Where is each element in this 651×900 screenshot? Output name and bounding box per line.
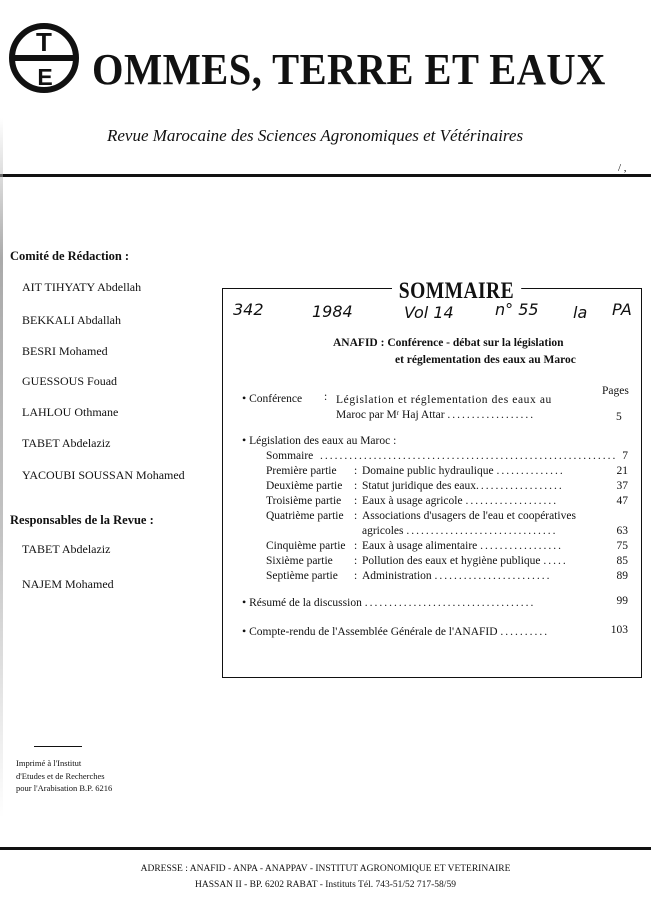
bullet-icon: • — [242, 433, 247, 447]
scan-edge-shadow — [0, 118, 3, 818]
conference-line1: Législation et réglementation des eaux au — [336, 394, 552, 406]
toc-row: Sixième partie : Pollution des eaux et hygiène publique ..... 85 — [266, 555, 628, 567]
row-page: 85 — [616, 555, 628, 567]
row-label: Sixième partie — [266, 555, 333, 567]
toc-row: Deuxième partie : Statut juridique des eaux.................. 37 — [266, 480, 628, 492]
row-colon: : — [354, 510, 358, 522]
row-text: agricoles — [362, 525, 404, 537]
row-label: Sommaire — [266, 450, 314, 462]
handwritten-note: la — [573, 303, 588, 322]
footer-rule — [0, 847, 651, 850]
toc-row: Première partie : Domaine public hydraulique .............. 21 — [266, 465, 628, 477]
compte-rendu-label: Compte-rendu de l'Assemblée Générale de l'ANAFID — [249, 626, 498, 638]
pages-header: Pages — [602, 385, 629, 397]
row-page: 21 — [616, 465, 628, 477]
toc-entry-conference — [242, 391, 302, 406]
committee-member: TABET Abdelaziz — [22, 436, 111, 450]
row-colon: : — [354, 570, 358, 582]
toc-row-sommaire: Sommaire ............................................................. 7 — [266, 450, 628, 462]
conference-colon: : — [324, 391, 328, 403]
row-page: 37 — [616, 480, 628, 492]
row-text: Associations d'usagers de l'eau et coopératives — [362, 510, 576, 522]
legislation-heading — [242, 433, 396, 448]
row-page: 47 — [616, 495, 628, 507]
row-text: Domaine public hydraulique — [362, 465, 494, 477]
imprint-line2: d'Etudes et de Recherches — [16, 770, 105, 781]
row-label: Deuxième partie — [266, 480, 343, 492]
handwritten-note: 342 — [233, 300, 264, 319]
handwritten-note: Vol 14 — [404, 303, 454, 322]
committee-member: YACOUBI SOUSSAN Mohamed — [22, 468, 185, 482]
committee-member: BEKKALI Abdallah — [22, 313, 121, 327]
row-page: 63 — [616, 525, 628, 537]
sommaire-title: SOMMAIRE — [392, 278, 521, 304]
row-page: 75 — [616, 540, 628, 552]
row-text: Statut juridique des eaux — [362, 480, 477, 492]
resume-label: Résumé de la discussion — [249, 597, 362, 609]
conference-line2-text: Maroc par Mʳ Haj Attar — [336, 409, 445, 421]
toc-row — [266, 510, 628, 525]
journal-logo — [8, 22, 80, 94]
imprint-block — [16, 757, 112, 795]
toc-entry-resume: • Résumé de la discussion ................................... 99 — [242, 595, 628, 609]
row-label: Première partie — [266, 465, 337, 477]
handwritten-note: 1984 — [312, 302, 353, 321]
header-rule — [0, 174, 651, 177]
conference-label: Conférence — [249, 393, 303, 405]
row-text: Eaux à usage alimentaire — [362, 540, 478, 552]
bullet-icon: • — [242, 391, 247, 405]
row-text: Pollution des eaux et hygiène publique — [362, 555, 541, 567]
row-label: Quatrième partie — [266, 510, 344, 522]
responsables-heading: Responsables de la Revue : — [10, 513, 154, 527]
conference-line2: Maroc par Mʳ Haj Attar .................. — [336, 409, 536, 421]
toc-row: Troisième partie : Eaux à usage agricole ................... 47 — [266, 495, 628, 507]
committee-member: LAHLOU Othmane — [22, 405, 119, 419]
row-colon: : — [354, 495, 358, 507]
journal-title: OMMES, TERRE ET EAUX — [92, 45, 606, 94]
row-text: Administration — [362, 570, 432, 582]
imprint-line3: pour l'Arabisation B.P. 6216 — [16, 783, 113, 793]
handwritten-note: PA — [612, 300, 632, 319]
compte-rendu-page: 103 — [610, 624, 628, 636]
logo-letter-t: T — [36, 27, 52, 57]
top-scribble: / , — [618, 162, 627, 174]
row-colon: : — [354, 555, 358, 567]
responsable-member: TABET Abdelaziz — [22, 542, 111, 556]
toc-row: agricoles ............................... 63 — [362, 525, 628, 537]
resume-page: 99 — [616, 595, 628, 607]
bullet-icon: • — [242, 595, 247, 609]
responsable-member: NAJEM Mohamed — [22, 577, 114, 591]
toc-entry-compte-rendu: • Compte-rendu de l'Assemblée Générale de l'ANAFID .......... 103 — [242, 624, 628, 638]
committee-heading: Comité de Rédaction : — [10, 249, 130, 263]
row-colon: : — [354, 540, 358, 552]
footer-address-line1: ADRESSE : ANAFID - ANPA - ANAPPAV - INSTITUT AGRONOMIQUE ET VETERINAIRE — [140, 864, 511, 874]
anafid-line1: : Conférence - débat sur la législation — [380, 337, 564, 349]
bullet-icon: • — [242, 624, 247, 638]
imprint-line1: Imprimé à l'Institut — [16, 758, 82, 768]
row-label: Cinquième partie — [266, 540, 346, 552]
row-page: 7 — [622, 450, 628, 462]
anafid-line2: et réglementation des eaux au Maroc — [395, 354, 576, 366]
committee-member: BESRI Mohamed — [22, 344, 108, 358]
anafid-heading — [333, 335, 576, 369]
committee-member: AIT TIHYATY Abdellah — [22, 280, 142, 294]
toc-row: Cinquième partie : Eaux à usage alimentaire ................. 75 — [266, 540, 628, 552]
row-label: Septième partie — [266, 570, 338, 582]
row-colon: : — [354, 465, 358, 477]
row-text: Eaux à usage agricole — [362, 495, 463, 507]
handwritten-note: n° 55 — [495, 300, 539, 319]
logo-letter-e: E — [37, 64, 53, 90]
anafid-label: ANAFID — [333, 337, 378, 349]
legislation-heading-text: Législation des eaux au Maroc : — [249, 435, 397, 447]
row-label: Troisième partie — [266, 495, 342, 507]
row-colon: : — [354, 480, 358, 492]
committee-member: GUESSOUS Fouad — [22, 374, 118, 388]
journal-subtitle: Revue Marocaine des Sciences Agronomiques et Vétérinaires — [107, 126, 524, 145]
row-page: 89 — [616, 570, 628, 582]
conference-page: 5 — [616, 411, 622, 423]
imprint-rule — [34, 746, 82, 747]
footer-address-line2: HASSAN II - BP. 6202 RABAT - Instituts Tél. 743-51/52 717-58/59 — [195, 880, 456, 890]
toc-row: Septième partie : Administration ........................ 89 — [266, 570, 628, 582]
